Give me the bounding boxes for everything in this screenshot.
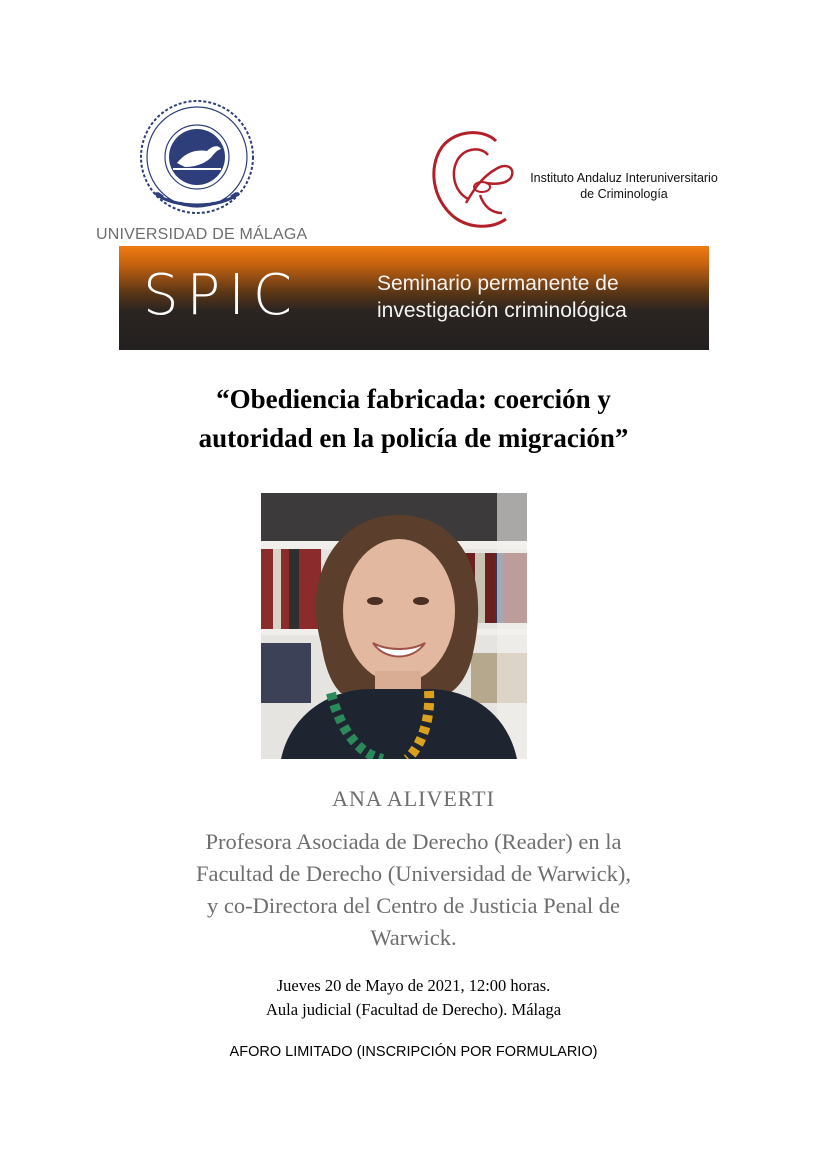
spic-subtitle-line2: investigación criminológica (377, 299, 627, 322)
event-date: Jueves 20 de Mayo de 2021, 12:00 horas. (276, 976, 551, 995)
capacity-note: AFORO LIMITADO (INSCRIPCIÓN POR FORMULARIO) (229, 1044, 598, 1060)
speaker-photo (261, 493, 527, 759)
affiliation-line3: y co-Directora del Centro de Justicia Penal de (207, 893, 620, 918)
iaic-name-line1: Instituto Andaluz Interuniversitario (530, 171, 718, 185)
event-title (60, 380, 767, 458)
spic-banner (119, 246, 709, 350)
iaic-logo-mark (426, 125, 522, 235)
affiliation-line1: Profesora Asociada de Derecho (Reader) en la (205, 829, 622, 854)
universidad-malaga-name: UNIVERSIDAD DE MÁLAGA (96, 226, 308, 243)
event-place: Aula judicial (Facultad de Derecho). Málaga (265, 1000, 562, 1019)
iaic-name-line2: de Criminología (580, 187, 668, 201)
speaker-name: ANA ALIVERTI (332, 786, 495, 811)
event-title-line1: “Obediencia fabricada: coerción y (216, 384, 611, 414)
event-title-line2: autoridad en la policía de migración” (198, 423, 629, 453)
universidad-malaga-seal (133, 97, 261, 215)
event-date-place (0, 974, 827, 1022)
spic-subtitle (377, 270, 627, 324)
affiliation-line4: Warwick. (370, 925, 457, 950)
affiliation-line2: Facultad de Derecho (Universidad de Warwick), (195, 861, 632, 886)
spic-subtitle-line1: Seminario permanente de (377, 272, 619, 295)
iaic-name (524, 170, 724, 202)
speaker-affiliation (80, 826, 747, 954)
spic-logo: SPIC (143, 263, 300, 328)
